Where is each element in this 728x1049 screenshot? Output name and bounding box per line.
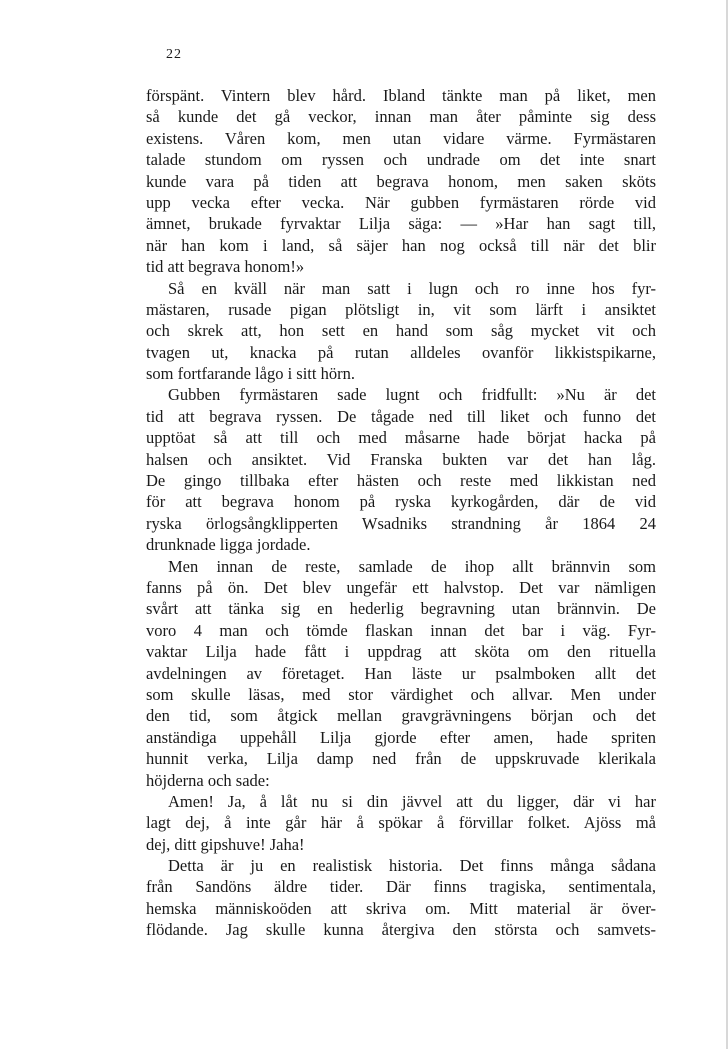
text-line: kunde vara på tiden att begrava honom, men saken sköts	[146, 171, 656, 191]
text-line: lagt dej, å inte går här å spökar å förvillar folket. Ajöss må	[146, 813, 656, 833]
text-line: ämnet, brukade fyrvaktar Lilja säga: — »Har han sagt till,	[146, 214, 656, 234]
text-line: Amen! Ja, å låt nu si din jävvel att du ligger, där vi har	[168, 791, 656, 811]
text-line: flödande. Jag skulle kunna återgiva den största och samvets-	[146, 920, 656, 940]
text-line: tvagen ut, knacka på rutan alldeles ovanför likkistspikarne,	[146, 342, 656, 362]
text-line: den tid, som åtgick mellan gravgrävningens början och det	[146, 706, 656, 726]
text-line: vaktar Lilja hade fått i uppdrag att sköta om den rituella	[146, 642, 656, 662]
text-line: svårt att tänka sig en hederlig begravning utan brännvin. De	[146, 599, 656, 619]
text-line: drunknade ligga jordade.	[146, 535, 311, 555]
text-line: hunnit verka, Lilja damp ned från de uppskruvade klerikala	[146, 749, 656, 769]
text-line: anständiga uppehåll Lilja gjorde efter amen, hade spriten	[146, 727, 656, 747]
text-line: Gubben fyrmästaren sade lugnt och fridfullt: »Nu är det	[168, 385, 656, 405]
page-number: 22	[166, 47, 182, 62]
text-line: Detta är ju en realistisk historia. Det finns många sådana	[168, 856, 656, 876]
text-line: voro 4 man och tömde flaskan innan det bar i väg. Fyr-	[146, 620, 656, 640]
text-line: ryska örlogsångklipperten Wsadniks strandning år 1864 24	[146, 513, 656, 533]
text-line: tid att begrava ryssen. De tågade ned till liket och funno det	[146, 406, 656, 426]
text-line: från Sandöns äldre tider. Där finns tragiska, sentimentala,	[146, 877, 656, 897]
text-line: De gingo tillbaka efter hästen och reste med likkistan ned	[146, 471, 656, 491]
text-line: fanns på ön. Det blev ungefär ett halvstop. Det var nämligen	[146, 577, 656, 597]
text-line: mästaren, rusade pigan plötsligt in, vit som lärft i ansiktet	[146, 299, 656, 319]
text-line: avdelningen av företaget. Han läste ur psalmboken allt det	[146, 663, 656, 683]
text-line: halsen och ansiktet. Vid Franska bukten var det han låg.	[146, 449, 656, 469]
text-line: så kunde det gå veckor, innan man åter påminte sig dess	[146, 107, 656, 127]
text-line: som skulle läsas, med stor värdighet och allvar. Men under	[146, 684, 656, 704]
text-line: när han kom i land, så säjer han nog också till när det blir	[146, 235, 656, 255]
text-line: existens. Våren kom, men utan vidare värme. Fyrmästaren	[146, 128, 656, 148]
text-line: tid att begrava honom!»	[146, 257, 305, 277]
text-line: talade stundom om ryssen och undrade om det inte snart	[146, 150, 656, 170]
text-line: dej, ditt gipshuve! Jaha!	[146, 834, 305, 854]
text-line: förspänt. Vintern blev hård. Ibland tänkte man på liket, men	[146, 86, 656, 105]
body-text	[146, 85, 656, 941]
text-line: och skrek att, hon sett en hand som såg mycket vit och	[146, 321, 656, 341]
text-line: upptöat så att till och med måsarne hade börjat hacka på	[146, 428, 656, 448]
text-line: Så en kväll när man satt i lugn och ro inne hos fyr-	[168, 278, 656, 298]
text-line: för att begrava honom på ryska kyrkogården, där de vid	[146, 492, 656, 512]
text-line: hemska människoöden att skriva om. Mitt material är över-	[146, 898, 656, 918]
text-line: som fortfarande lågo i sitt hörn.	[146, 364, 355, 384]
text-line: upp vecka efter vecka. När gubben fyrmästaren rörde vid	[146, 192, 656, 212]
text-line: Men innan de reste, samlade de ihop allt brännvin som	[168, 556, 656, 576]
text-line: höjderna och sade:	[146, 770, 270, 790]
